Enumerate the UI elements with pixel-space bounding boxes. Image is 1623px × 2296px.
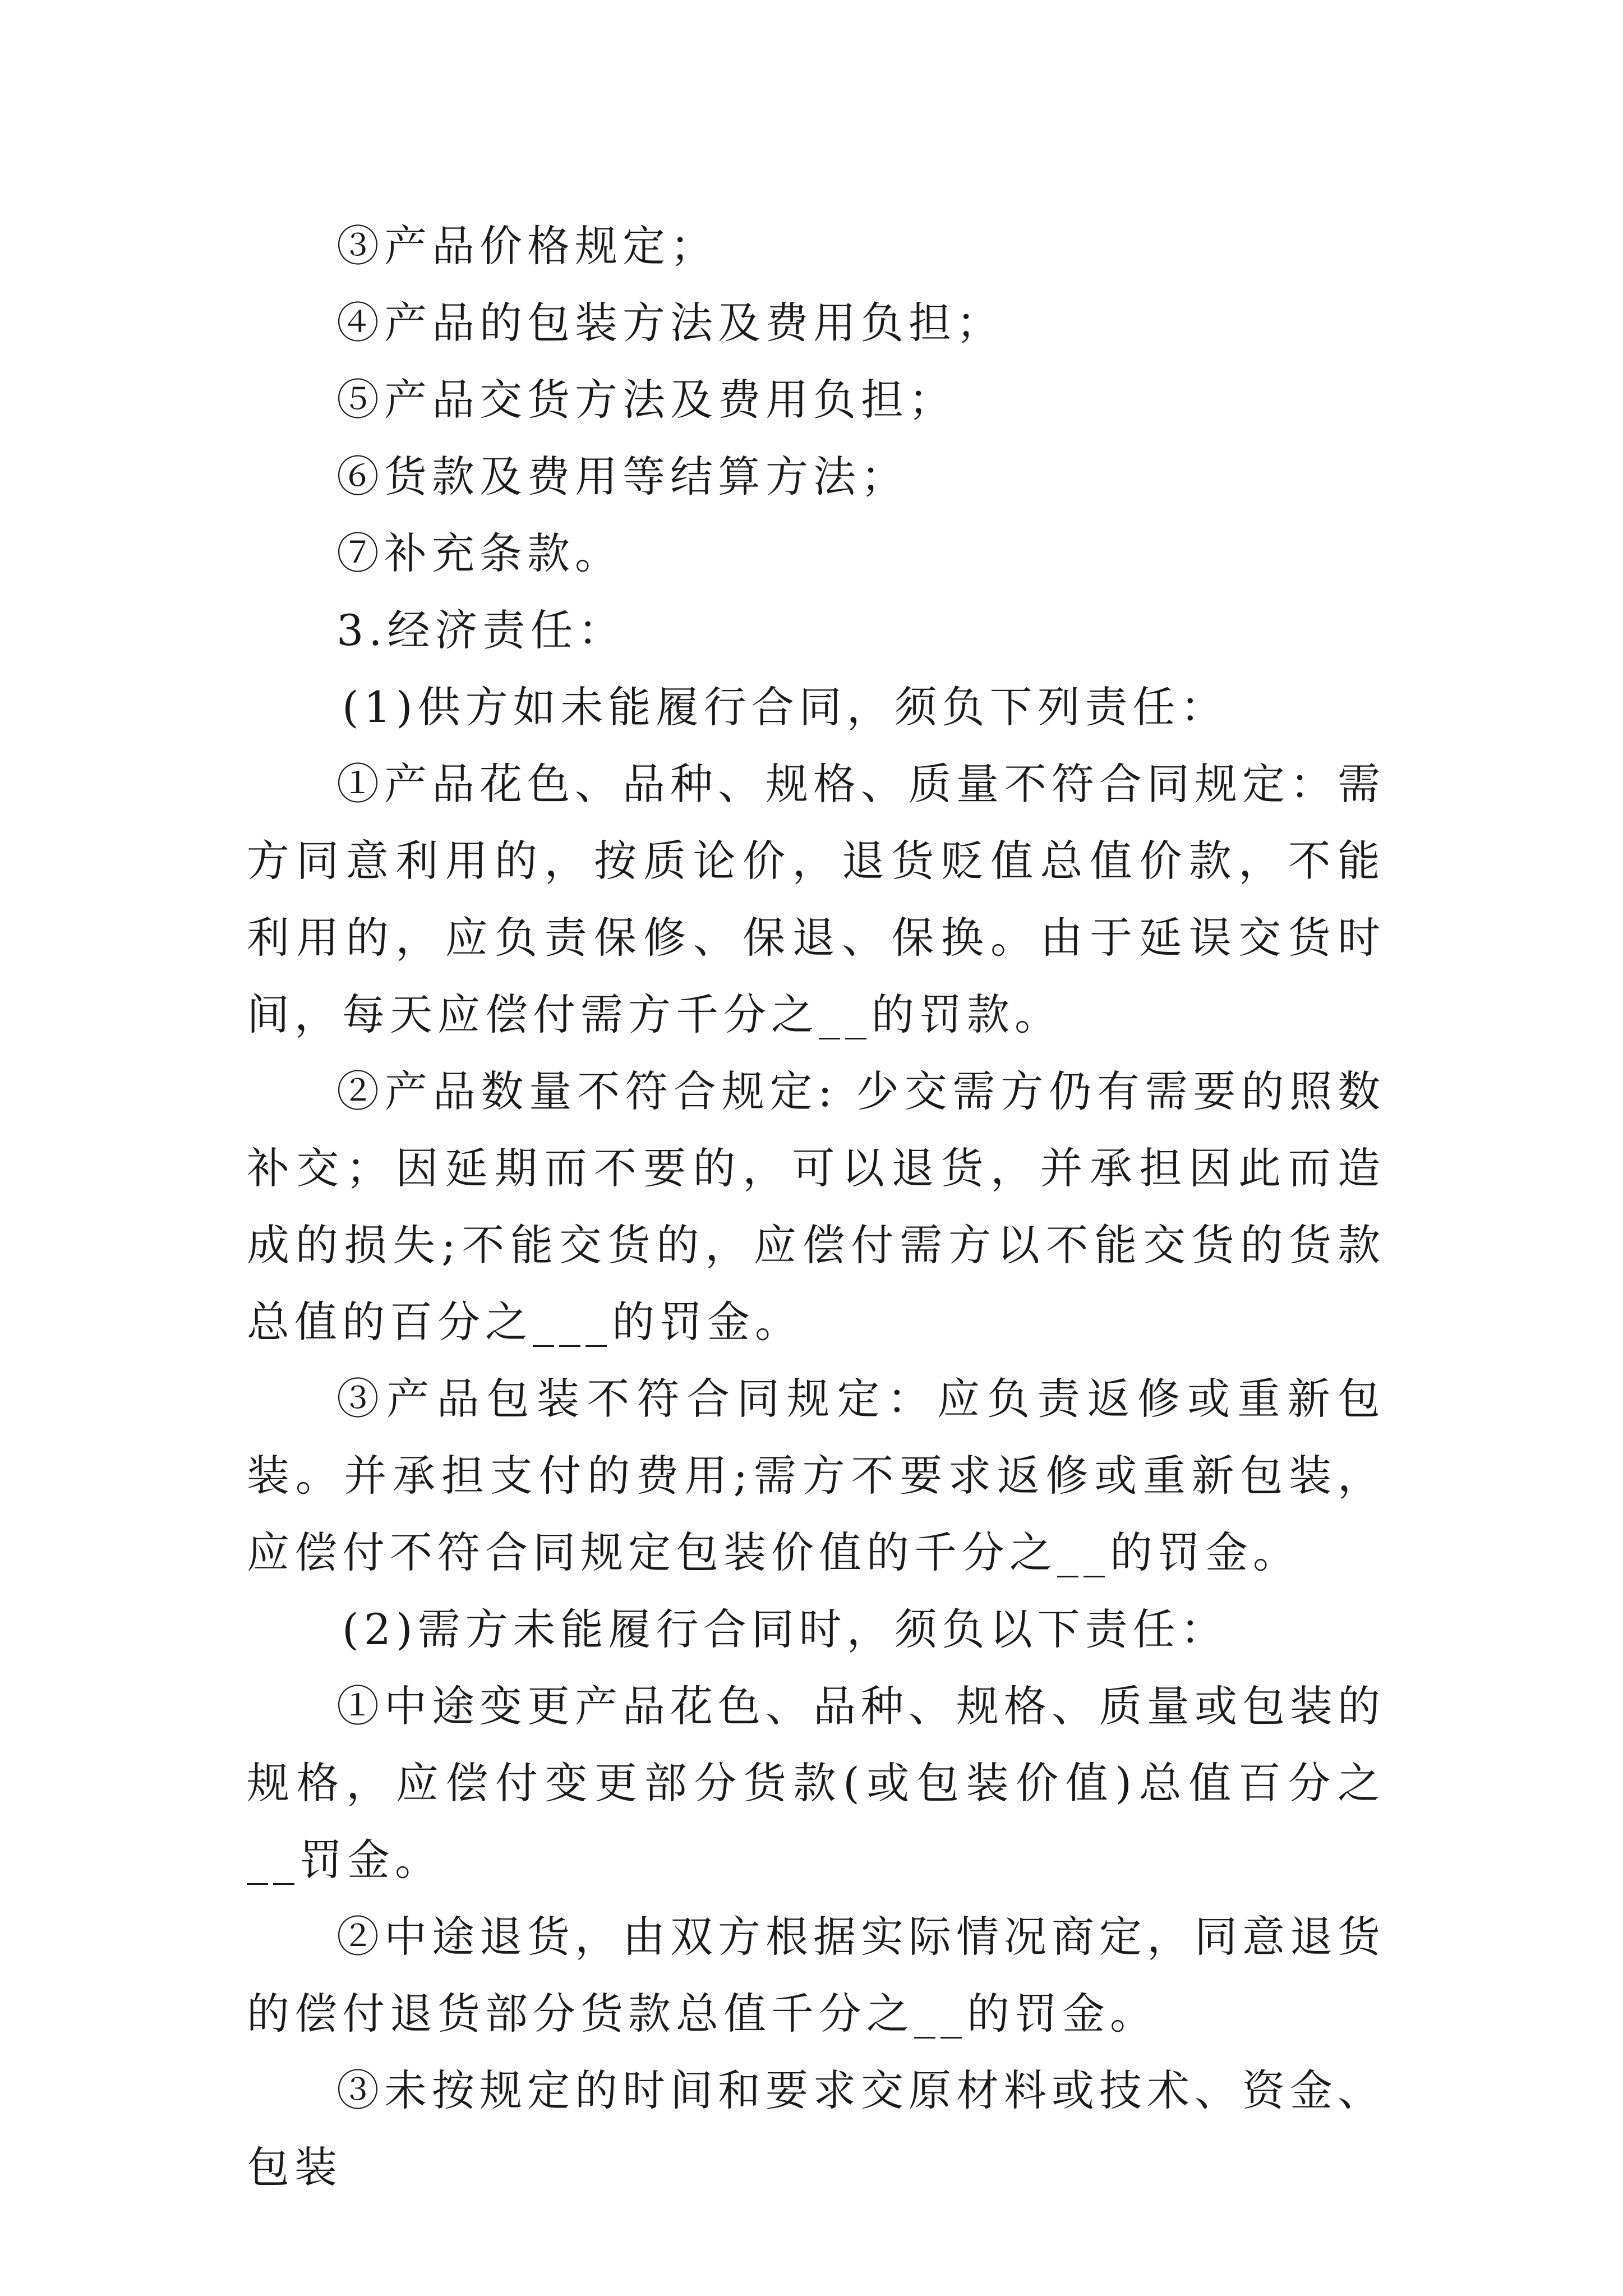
section-heading-economic-liability: 3.经济责任： xyxy=(336,605,626,655)
supplier-clause-quantity: ②产品数量不符合规定: 少交需方仍有需要的照数补交；因延期而不要的，可以退货，并承担因此而造成的损失;不能交货的，应偿付需方以不能交货的货款总值的百分之___的罚金。 xyxy=(247,1066,1385,1347)
supplier-clause-packaging: ③产品包装不符合同规定：应负责返修或重新包装。并承担支付的费用;需方不要求返修或重新包装，应偿付不符合同规定包装价值的千分之__的罚金。 xyxy=(247,1374,1385,1577)
subsection-supplier-liability: (1)供方如未能履行合同，须负下列责任： xyxy=(342,682,1228,732)
document-body xyxy=(247,208,1385,2206)
subsection-buyer-liability: (2)需方未能履行合同时，须负以下责任： xyxy=(342,1604,1228,1654)
buyer-clause-return: ②中途退货，由双方根据实际情况商定，同意退货的偿付退货部分货款总值千分之__的罚金。 xyxy=(247,1912,1385,2039)
clause-supplementary: ⑦补充条款。 xyxy=(336,528,623,578)
buyer-clause-materials: ③未按规定的时间和要求交原材料或技术、资金、包装 xyxy=(247,2065,1385,2192)
clause-settlement: ⑥货款及费用等结算方法； xyxy=(336,452,909,501)
clause-delivery: ⑤产品交货方法及费用负担； xyxy=(336,375,956,425)
supplier-clause-quality: ①产品花色、品种、规格、质量不符合同规定：需方同意利用的，按质论价，退货贬值总值价款，不能利用的，应负责保修、保退、保换。由于延误交货时间，每天应偿付需方千分之__的罚款。 xyxy=(247,759,1385,1039)
buyer-clause-change: ①中途变更产品花色、品种、规格、质量或包装的规格，应偿付变更部分货款(或包装价值)总值百分之__罚金。 xyxy=(247,1681,1385,1885)
clause-packaging: ④产品的包装方法及费用负担； xyxy=(336,298,1004,348)
clause-price: ③产品价格规定； xyxy=(336,221,718,271)
